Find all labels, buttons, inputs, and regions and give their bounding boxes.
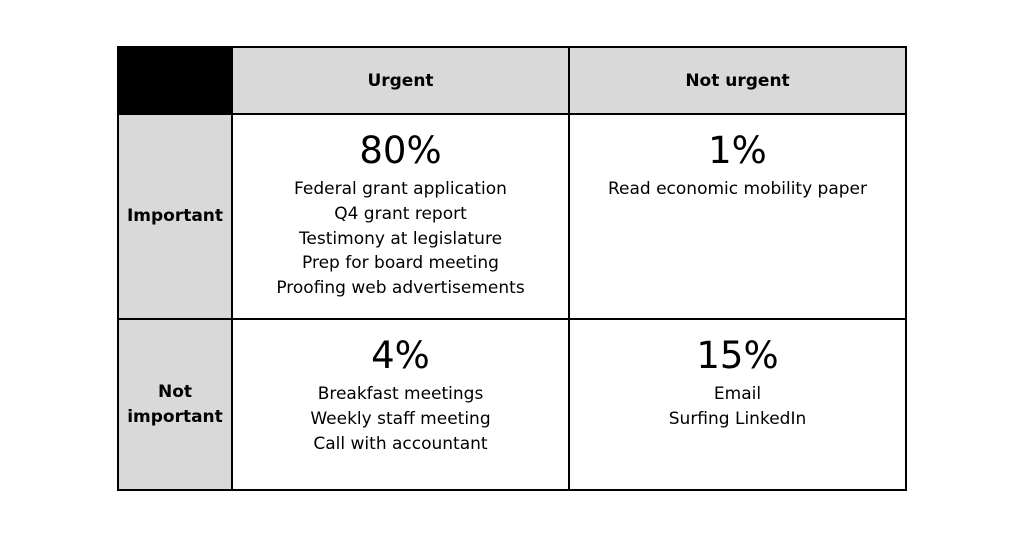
quadrant-percent: 15% bbox=[696, 334, 779, 377]
column-header-not-urgent: Not urgent bbox=[569, 47, 906, 114]
task-item: Prep for board meeting bbox=[302, 253, 499, 274]
row-header-not-important bbox=[118, 319, 232, 490]
quadrant-urgent-important bbox=[232, 114, 569, 319]
row-header-important: Important bbox=[118, 114, 232, 319]
task-list bbox=[233, 177, 568, 301]
task-item: Testimony at legislature bbox=[298, 228, 503, 249]
task-item: Read economic mobility paper bbox=[607, 179, 868, 199]
task-item: Surfing LinkedIn bbox=[668, 408, 807, 429]
quadrant-not-urgent-important bbox=[569, 114, 906, 319]
task-item: Federal grant application bbox=[294, 179, 507, 199]
task-item: Proofing web advertisements bbox=[276, 278, 525, 298]
task-list bbox=[570, 177, 905, 202]
quadrant-percent: 80% bbox=[359, 129, 442, 172]
row-header-line: important bbox=[127, 406, 223, 427]
corner-cell bbox=[118, 47, 232, 114]
task-list bbox=[233, 382, 568, 456]
task-item: Breakfast meetings bbox=[317, 384, 484, 404]
row-header-line: Not bbox=[157, 381, 193, 402]
quadrant-percent: 4% bbox=[371, 334, 430, 377]
task-list bbox=[570, 382, 905, 432]
task-item: Q4 grant report bbox=[334, 203, 467, 224]
quadrant-urgent-not-important bbox=[232, 319, 569, 490]
task-item: Call with accountant bbox=[313, 433, 488, 454]
column-header-urgent: Urgent bbox=[232, 47, 569, 114]
eisenhower-matrix bbox=[117, 46, 907, 491]
task-item: Weekly staff meeting bbox=[310, 408, 491, 429]
quadrant-percent: 1% bbox=[708, 129, 767, 172]
quadrant-not-urgent-not-important bbox=[569, 319, 906, 490]
task-item: Email bbox=[713, 384, 762, 404]
